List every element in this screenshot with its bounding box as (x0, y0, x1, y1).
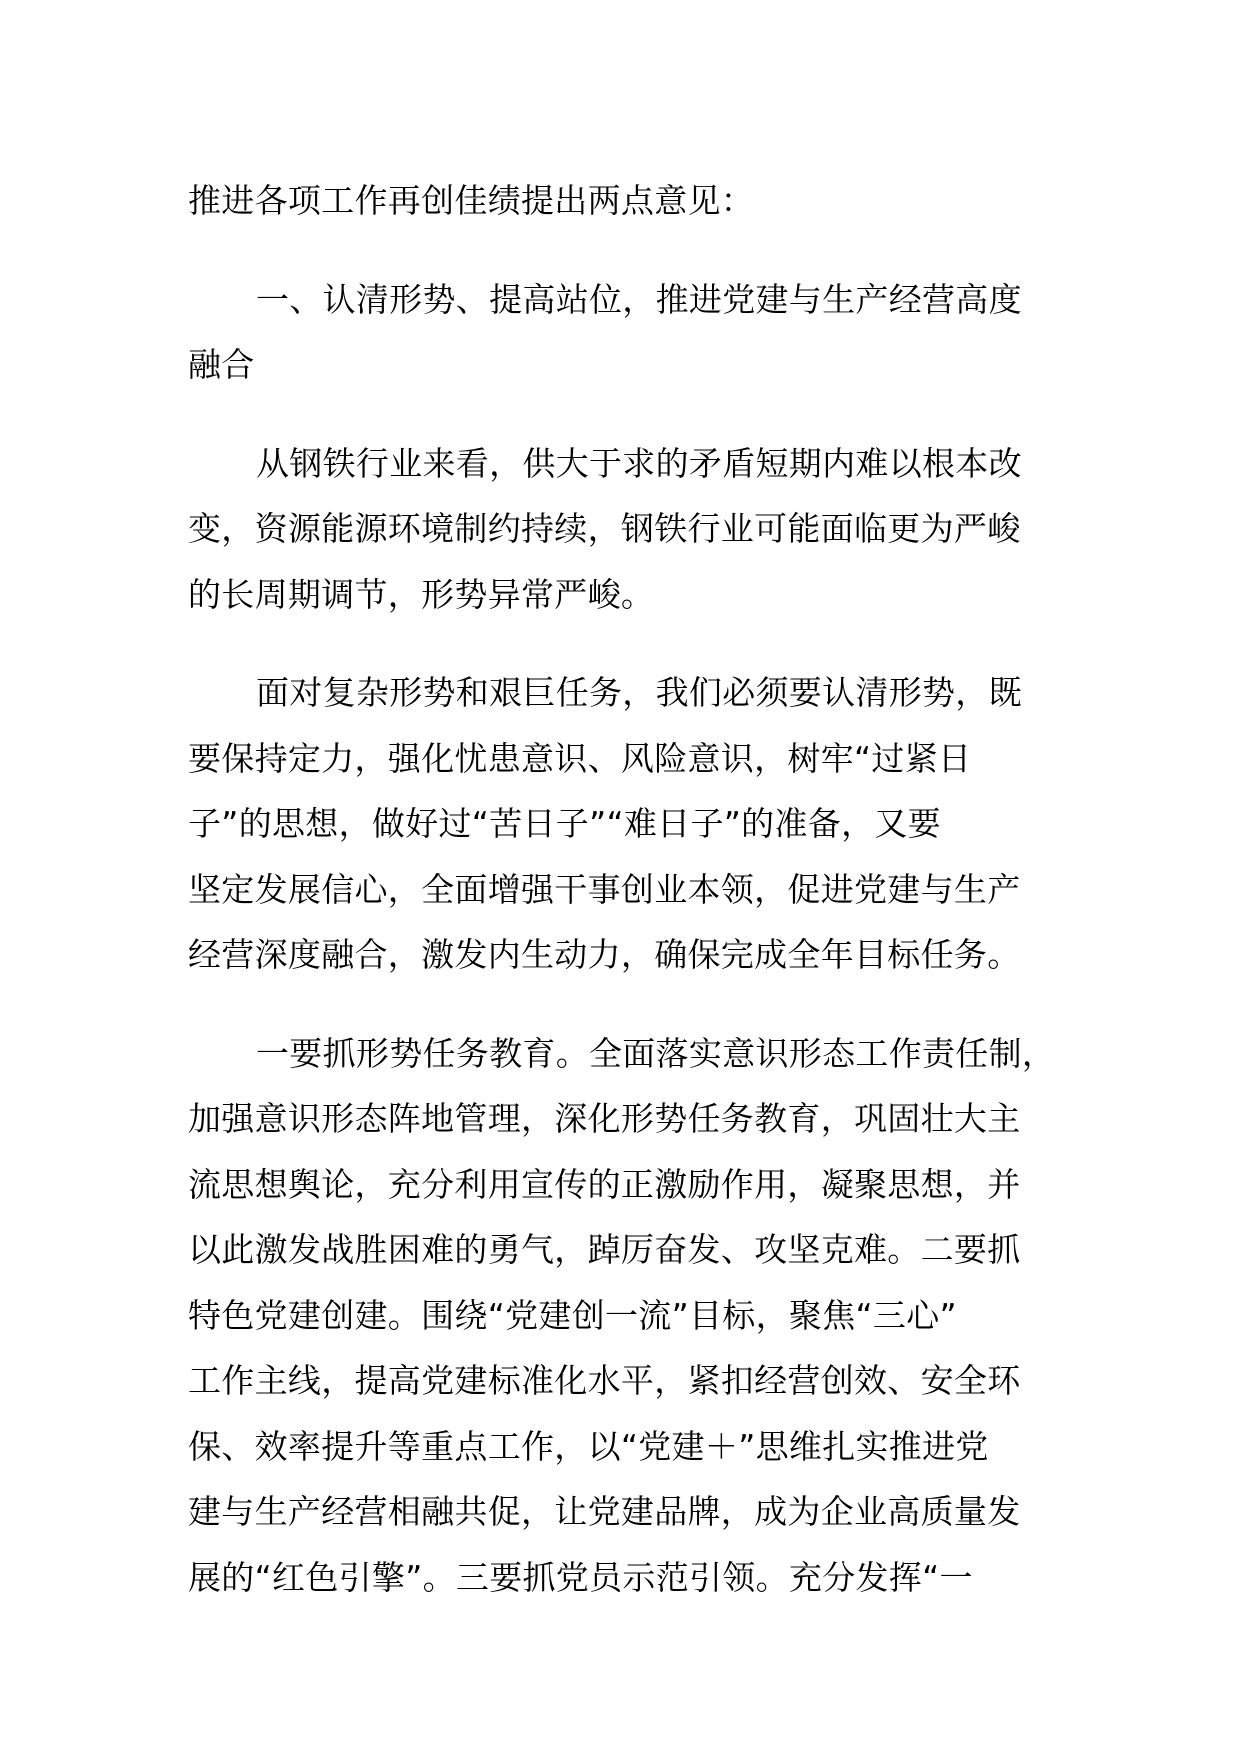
text-line: 工作主线，提高党建标准化水平，紧扣经营创效、安全环 (188, 1361, 1021, 1400)
paragraph-tasks (188, 1021, 1068, 1611)
text-line: 建与生产经营相融共促，让党建品牌，成为企业高质量发 (188, 1492, 1021, 1531)
paragraph-gap (188, 398, 1068, 431)
text-line: 面对复杂形势和艰巨任务，我们必须要认清形势，既 (256, 673, 1022, 712)
text-line: 展的“红色引擎”。三要抓党员示范引领。充分发挥“一 (188, 1557, 973, 1597)
text-line: 特色党建创建。围绕“党建创一流”目标，聚焦“三心” (188, 1295, 957, 1335)
text-line: 推进各项工作再创佳绩提出两点意见： (188, 181, 755, 220)
paragraph-gap (188, 627, 1068, 660)
text-line: 坚定发展信心，全面增强干事创业本领，促进党建与生产 (188, 869, 1021, 909)
paragraph-intro (188, 168, 1068, 234)
text-line: 一要抓形势任务教育。全面落实意识形态工作责任制， (256, 1033, 1056, 1073)
paragraph-gap (188, 234, 1068, 267)
text-line: 经营深度融合，激发内生动力，确保完成全年目标任务。 (188, 935, 1021, 974)
text-line: 要保持定力，强化忧患意识、风险意识，树牢“过紧日 (188, 738, 972, 778)
text-line: 一、认清形势、提高站位，推进党建与生产经营高度 (256, 279, 1022, 319)
text-line: 加强意识形态阵地管理，深化形势任务教育，巩固壮大主 (188, 1099, 1021, 1138)
text-line: 融合 (188, 345, 255, 384)
text-line: 子”的思想，做好过“苦日子”“难日子”的准备，又要 (188, 804, 941, 843)
text-line: 流思想舆论，充分利用宣传的正激励作用，凝聚思想，并 (188, 1164, 1021, 1204)
document-body (188, 168, 1068, 1610)
paragraph-industry (188, 431, 1068, 628)
text-line: 从钢铁行业来看，供大于求的矛盾短期内难以根本改 (256, 443, 1022, 483)
text-line: 变，资源能源环境制约持续，钢铁行业可能面临更为严峻 (188, 509, 1021, 548)
section-heading (188, 267, 1068, 398)
text-line: 的长周期调节，形势异常严峻。 (188, 574, 655, 614)
paragraph-gap (188, 988, 1068, 1021)
paragraph-situation (188, 660, 1068, 988)
text-line: 保、效率提升等重点工作，以“党建＋”思维扎实推进党 (188, 1426, 989, 1466)
text-line: 以此激发战胜困难的勇气，踔厉奋发、攻坚克难。二要抓 (188, 1230, 1021, 1269)
